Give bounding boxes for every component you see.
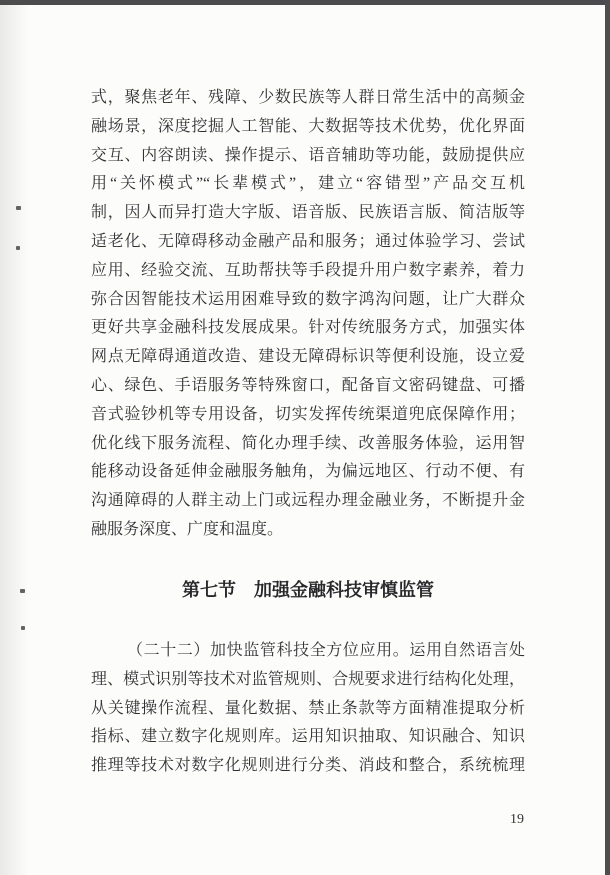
section-heading: 第七节 加强金融科技审慎监管	[182, 580, 434, 600]
text-line: 交互、内容朗读、操作提示、语音辅助等功能，鼓励提供应	[91, 146, 525, 164]
page-number: 19	[510, 812, 524, 827]
body-paragraph-item22	[91, 637, 525, 781]
text-line: 式，聚焦老年、残障、少数民族等人群日常生活中的高频金	[91, 89, 525, 106]
text-line: 用“关怀模式”“长辈模式”，建立“容错型”产品交互机	[91, 175, 525, 193]
scan-edge-right	[605, 0, 610, 875]
binding-mark	[16, 206, 21, 210]
text-line: 推理等技术对数字化规则进行分类、消歧和整合，系统梳理	[91, 757, 525, 775]
text-line: 更好共享金融科技发展成果。针对传统服务方式，加强实体	[91, 319, 525, 337]
text-line: 优化线下服务流程、简化办理手续、改善服务体验，运用智	[91, 434, 525, 452]
text-line: 理、模式识别等技术对监管规则、合规要求进行结构化处理，	[91, 670, 525, 688]
text-line: 能移动设备延伸金融服务触角，为偏远地区、行动不便、有	[91, 463, 525, 481]
scan-edge-top	[0, 0, 610, 5]
text-line: 指标、建立数字化规则库。运用知识抽取、知识融合、知识	[91, 728, 525, 746]
text-line: 网点无障碍通道改造、建设无障碍标识等便利设施，设立爱	[91, 348, 525, 366]
text-line: 应用、经验交流、互助帮扶等手段提升用户数字素养，着力	[91, 261, 525, 279]
text-line: （二十二）加快监管科技全方位应用。运用自然语言处	[127, 642, 525, 659]
text-line: 音式验钞机等专用设备，切实发挥传统渠道兜底保障作用；	[91, 405, 525, 423]
binding-mark	[16, 246, 20, 250]
text-line: 融场景，深度挖掘人工智能、大数据等技术优势，优化界面	[91, 117, 525, 135]
scan-shade-left	[0, 0, 28, 875]
text-line: 制，因人而异打造大字版、语音版、民族语言版、简洁版等	[91, 204, 525, 222]
body-paragraph-continued	[91, 84, 525, 545]
text-line: 沟通障碍的人群主动上门或远程办理金融业务，不断提升金	[91, 492, 525, 510]
text-line: 从关键操作流程、量化数据、禁止条款等方面精准提取分析	[91, 699, 525, 717]
text-line: 适老化、无障碍移动金融产品和服务；通过体验学习、尝试	[91, 232, 525, 250]
binding-mark	[21, 626, 25, 630]
text-line: 弥合因智能技术运用困难导致的数字鸿沟问题，让广大群众	[91, 290, 525, 308]
text-line: 融服务深度、广度和温度。	[91, 520, 284, 538]
text-line: 心、绿色、手语服务等特殊窗口，配备盲文密码键盘、可播	[91, 376, 525, 394]
binding-mark	[20, 589, 25, 593]
